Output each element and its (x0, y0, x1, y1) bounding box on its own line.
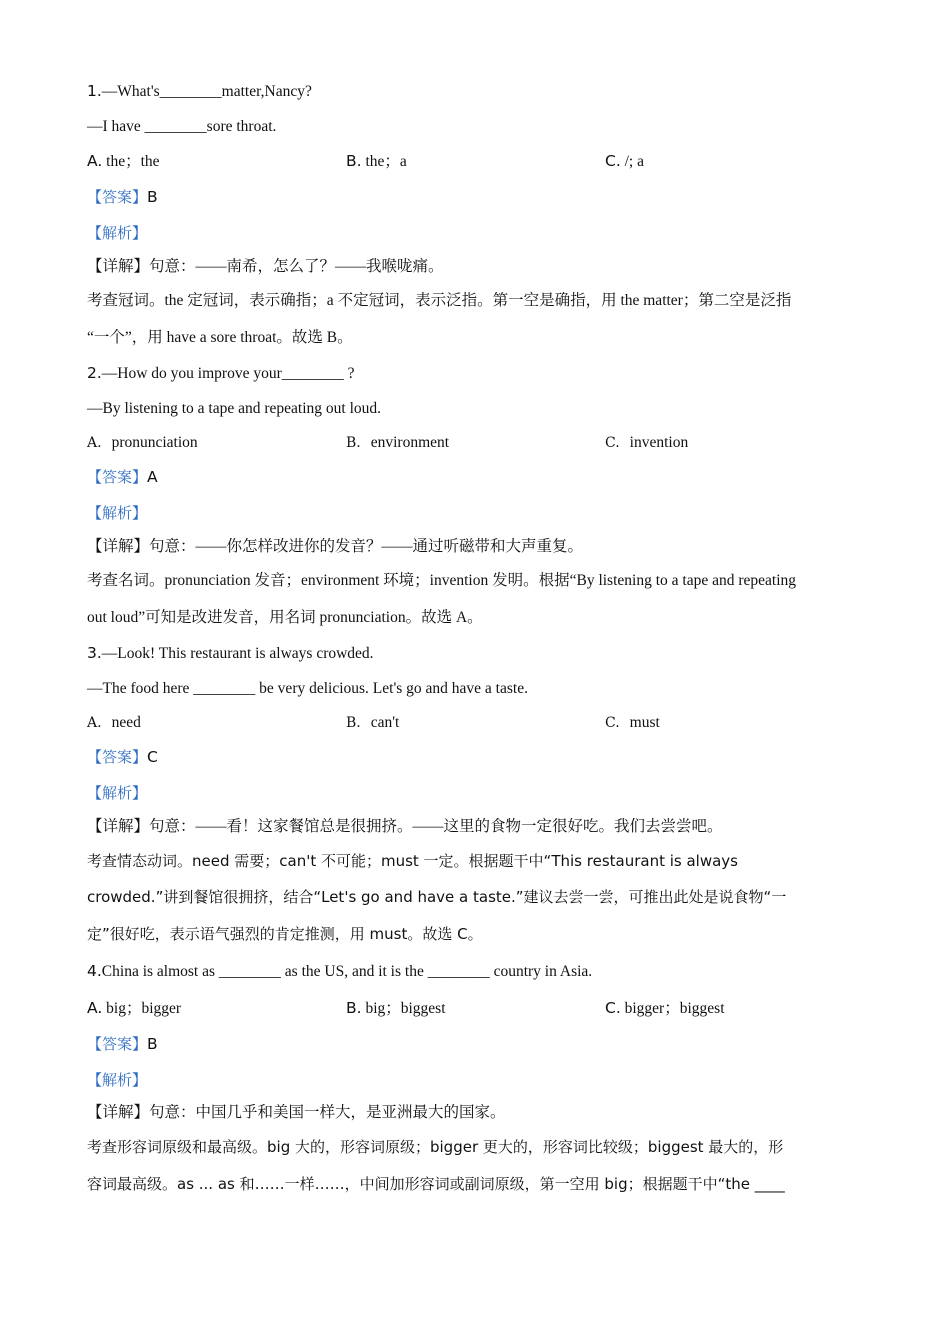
q4-explanation-line1: 考查形容词原级和最高级。big 大的，形容词原级；bigger 更大的，形容词比较级；biggest 最大的，形 (87, 1138, 784, 1156)
q2-analysis-label: 【解析】 (87, 504, 148, 522)
q4-stem-line1 (87, 961, 592, 982)
q3-option-a-text: need (111, 714, 141, 731)
q4-option-a-letter: A. (87, 999, 103, 1017)
q1-option-c-text: /; a (620, 153, 644, 170)
q4-option-c-text: bigger；biggest (620, 1000, 725, 1017)
q2-explanation-line2: out loud”可知是改进发音，用名词 pronunciation。故选 A。 (87, 609, 483, 626)
q3-detail (87, 817, 723, 837)
q2-stem-line1 (87, 363, 355, 384)
q1-option-b (346, 151, 407, 172)
q1-answer-value: B (147, 188, 158, 206)
q4-detail-text: 句意：中国几乎和美国一样大，是亚洲最大的国家。 (149, 1104, 506, 1121)
q3-detail-tag: 【详解】 (87, 818, 150, 835)
q1-answer (87, 187, 158, 208)
q2-analysis-tag (87, 503, 147, 524)
q2-detail (87, 537, 583, 557)
q2-option-c-letter: C. (605, 435, 620, 451)
q3-stem-line2: —The food here ________ be very delicious. Let's go and have a taste. (87, 680, 528, 697)
q4-analysis-tag (87, 1070, 147, 1091)
q3-explanation-line1: 考查情态动词。need 需要；can't 不可能；must 一定。根据题干中“This restaurant is always (87, 852, 738, 870)
q3-answer-tag: 【答案】 (87, 748, 148, 766)
q1-stem-line2: —I have ________sore throat. (87, 118, 277, 135)
q4-option-a-text: big；bigger (102, 1000, 182, 1017)
q3-detail-text: 句意：——看！这家餐馆总是很拥挤。——这里的食物一定很好吃。我们去尝尝吧。 (149, 818, 723, 835)
q2-answer-tag: 【答案】 (87, 468, 148, 486)
q3-analysis-tag (87, 783, 147, 804)
q4-option-b (346, 998, 446, 1019)
q3-option-c-text: must (629, 714, 660, 731)
q1-option-a-text: the；the (102, 153, 160, 170)
q1-analysis-tag (87, 223, 147, 244)
q3-stem-line1 (87, 643, 374, 664)
q2-option-b-letter: B. (346, 435, 361, 451)
q3-option-a-letter: A. (87, 715, 102, 731)
q3-answer (87, 747, 158, 768)
q4-option-b-text: big；biggest (361, 1000, 446, 1017)
q2-number: 2. (87, 364, 102, 382)
q2-detail-text: 句意：——你怎样改进你的发音？——通过听磁带和大声重复。 (149, 538, 584, 555)
q3-option-c-letter: C. (605, 715, 620, 731)
q3-stem1-text: —Look! This restaurant is always crowded. (101, 645, 374, 662)
q1-explanation-line1: 考查冠词。the 定冠词，表示确指；a 不定冠词，表示泛指。第一空是确指，用 the matter；第二空是泛指 (87, 292, 792, 309)
q4-answer (87, 1034, 158, 1055)
q3-answer-value: C (147, 748, 158, 766)
q4-option-a (87, 998, 181, 1019)
q3-option-b-letter: B. (346, 715, 361, 731)
q2-option-a-text: pronunciation (111, 434, 198, 451)
q1-detail (87, 257, 444, 277)
q1-option-b-letter: B. (346, 152, 362, 170)
q1-detail-tag: 【详解】 (87, 258, 150, 275)
q1-option-b-text: the；a (361, 153, 407, 170)
q2-answer (87, 467, 158, 488)
q3-analysis-label: 【解析】 (87, 784, 148, 802)
q4-analysis-label: 【解析】 (87, 1071, 148, 1089)
q3-option-b (346, 713, 399, 733)
q4-explanation-line2: 容词最高级。as ... as 和……一样……，中间加形容词或副词原级，第一空用 big；根据题干中“the ____ (87, 1175, 785, 1193)
q4-stem1-text: China is almost as ________ as the US, and it is the ________ country in Asia. (101, 963, 593, 980)
q2-option-a-letter: A. (87, 435, 102, 451)
q4-option-c (605, 998, 725, 1019)
q2-option-c-text: invention (629, 434, 689, 451)
q4-answer-tag: 【答案】 (87, 1035, 148, 1053)
q3-explanation-line3: 定”很好吃，表示语气强烈的肯定推测，用 must。故选 C。 (87, 925, 483, 943)
q2-detail-tag: 【详解】 (87, 538, 150, 555)
q1-explanation-line2: “一个”，用 have a sore throat。故选 B。 (87, 329, 353, 346)
q1-answer-tag: 【答案】 (87, 188, 148, 206)
q4-option-b-letter: B. (346, 999, 362, 1017)
q3-option-b-text: can't (370, 714, 400, 731)
q1-analysis-label: 【解析】 (87, 224, 148, 242)
q2-option-b (346, 433, 449, 453)
q4-answer-value: B (147, 1035, 158, 1053)
q4-detail-tag: 【详解】 (87, 1104, 150, 1121)
q2-option-c (605, 433, 688, 453)
q1-option-c (605, 151, 644, 172)
q1-stem-line1 (87, 81, 312, 102)
q2-explanation-line1: 考查名词。pronunciation 发音；environment 环境；invention 发明。根据“By listening to a tape and repeating (87, 572, 797, 589)
q1-number: 1. (87, 82, 102, 100)
q2-stem1-text: —How do you improve your________ ? (101, 365, 355, 382)
q3-number: 3. (87, 644, 102, 662)
q1-option-c-letter: C. (605, 152, 621, 170)
q3-explanation-line2: crowded.”讲到餐馆很拥挤，结合“Let's go and have a taste.”建议去尝一尝，可推出此处是说食物“一 (87, 888, 787, 906)
q2-stem-line2: —By listening to a tape and repeating out loud. (87, 400, 382, 417)
q2-option-a (87, 433, 198, 453)
q1-stem1-text: —What's________matter,Nancy? (101, 83, 312, 100)
q3-option-c (605, 713, 660, 733)
q2-answer-value: A (147, 468, 158, 486)
q4-option-c-letter: C. (605, 999, 621, 1017)
q3-option-a (87, 713, 141, 733)
q1-option-a (87, 151, 160, 172)
q4-number: 4. (87, 962, 102, 980)
q2-option-b-text: environment (370, 434, 450, 451)
q4-detail (87, 1103, 506, 1123)
q1-option-a-letter: A. (87, 152, 103, 170)
q1-detail-text: 句意：——南希，怎么了？——我喉咙痛。 (149, 258, 444, 275)
